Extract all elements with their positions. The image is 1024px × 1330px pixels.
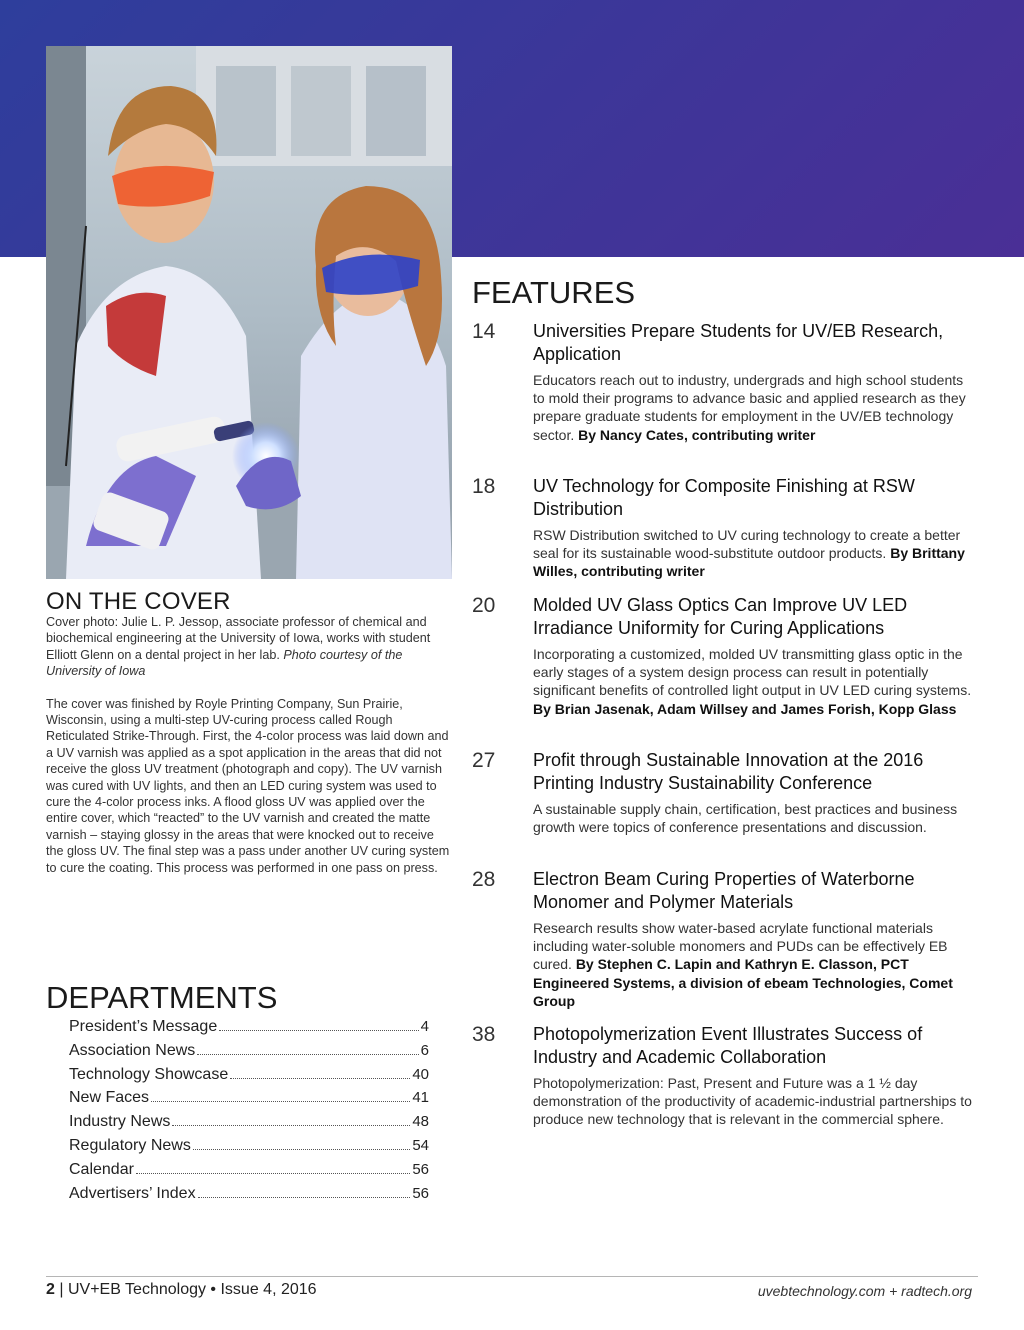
feature-title: Profit through Sustainable Innovation at the 2016 Printing Industry Sustainability Conference: [533, 750, 924, 793]
footer-divider: [46, 1276, 978, 1277]
footer-publication: UV+EB Technology • Issue 4, 2016: [67, 1281, 317, 1298]
feature-page-number: 38: [472, 1023, 496, 1046]
department-name: Regulatory News: [69, 1136, 191, 1154]
on-the-cover-heading: ON THE COVER: [46, 588, 231, 615]
feature-description: Incorporating a customized, molded UV transmitting glass optic in the early stages of a system design process can result in potentially significant benefits of controlled light output in UV LED curing systems.: [533, 646, 972, 699]
department-name: Association News: [69, 1041, 196, 1059]
footer-websites[interactable]: uvebtechnology.com + radtech.org: [757, 1283, 972, 1299]
feature-byline: By Brian Jasenak, Adam Willsey and James Forish, Kopp Glass: [533, 700, 957, 717]
feature-description: RSW Distribution switched to UV curing technology to create a better seal for its sustainable wood-substitute outdoor products.: [533, 527, 961, 562]
cover-photo-caption: Cover photo: Julie L. P. Jessop, associate professor of chemical and biochemical engineering at the University of Iowa, works with student Elliott Glenn on a dental project in her lab.: [46, 615, 431, 662]
department-item[interactable]: [69, 1110, 429, 1134]
dot-leader: [172, 1125, 410, 1126]
footer-separator: |: [59, 1281, 64, 1298]
feature-page-number: 28: [472, 868, 496, 891]
feature-title: Photopolymerization Event Illustrates Success of Industry and Academic Collaboration: [533, 1024, 923, 1067]
department-item[interactable]: [69, 1063, 429, 1087]
feature-description: A sustainable supply chain, certification, best practices and business growth were topics of conference presentations and discussion.: [533, 801, 958, 836]
feature-byline: By Stephen C. Lapin and Kathryn E. Classon, PCT Engineered Systems, a division of ebeam Technologies, Comet Group: [533, 956, 953, 1009]
department-name: Advertisers’ Index: [69, 1184, 196, 1202]
footer-page-number: 2: [46, 1281, 55, 1298]
feature-page-number: 14: [472, 320, 496, 343]
feature-page-number: 20: [472, 594, 496, 617]
department-page: 48: [412, 1113, 429, 1131]
department-name: Industry News: [69, 1113, 171, 1131]
feature-byline: By Nancy Cates, contributing writer: [578, 426, 816, 443]
feature-byline: By Brittany Willes, contributing writer: [533, 545, 965, 580]
feature-description: Photopolymerization: Past, Present and Future was a 1 ½ day demonstration of the productivity of academic-industrial partnerships to produce new technology that is relevant in the commercial sphere.: [533, 1075, 972, 1128]
cover-process-text: The cover was finished by Royle Printing Company, Sun Prairie, Wisconsin, using a multi-step UV-curing process called Rough Reticulated Strike-Through. First, the 4-color process was laid down and a UV varnish was applied as a spot application in the areas that did not receive the gloss UV treatment (photograph and copy). The UV varnish was cured with UV lights, and then an LED curing system was used to cure the 4-color process inks. A flood gloss UV was applied over the entire cover, which “reacted” to the UV varnish and created the matte varnish – staying glossy in the areas that were knocked out to receive the gloss UV. The final step was a pass under another UV curing system to cure the coating. This process was performed in one pass on press.: [46, 696, 450, 875]
department-name: Calendar: [69, 1160, 134, 1178]
department-page: 6: [420, 1041, 429, 1059]
departments-heading: DEPARTMENTS: [46, 980, 278, 1015]
dot-leader: [219, 1030, 418, 1031]
department-name: President’s Message: [69, 1018, 218, 1035]
feature-description: Educators reach out to industry, undergrads and high school students to mold their programs to advance basic and applied research as they prepare graduate students for employment in the UV/EB technology sector.: [533, 372, 966, 443]
feature-title: Molded UV Glass Optics Can Improve UV LED Irradiance Uniformity for Curing Applications: [533, 595, 908, 638]
department-item[interactable]: [69, 1134, 429, 1158]
department-item[interactable]: [69, 1182, 429, 1206]
feature-title: Universities Prepare Students for UV/EB Research, Application: [533, 321, 944, 364]
department-item[interactable]: [69, 1086, 429, 1110]
dot-leader: [193, 1149, 410, 1150]
department-name: Technology Showcase: [69, 1065, 229, 1083]
cover-caption: [46, 614, 454, 892]
footer-publication-info: [46, 1281, 317, 1299]
feature-description: Research results show water-based acrylate functional materials including water-soluble monomers and PUDs can be effectively EB cured.: [533, 920, 948, 973]
dot-leader: [136, 1173, 410, 1174]
dot-leader: [197, 1054, 418, 1055]
departments-list: [69, 1015, 429, 1205]
department-name: New Faces: [69, 1089, 150, 1107]
feature-title: Electron Beam Curing Properties of Waterborne Monomer and Polymer Materials: [533, 869, 915, 912]
dot-leader: [151, 1101, 410, 1102]
cover-photo: [46, 46, 452, 579]
department-item[interactable]: [69, 1015, 429, 1039]
department-item[interactable]: [69, 1158, 429, 1182]
feature-title: UV Technology for Composite Finishing at RSW Distribution: [533, 476, 915, 519]
feature-page-number: 18: [472, 475, 496, 498]
department-page: 41: [412, 1089, 429, 1107]
department-item[interactable]: [69, 1039, 429, 1063]
features-heading: FEATURES: [472, 275, 636, 310]
department-page: 56: [412, 1160, 429, 1178]
department-page: 40: [412, 1065, 429, 1083]
dot-leader: [198, 1197, 411, 1198]
department-page: 56: [412, 1184, 429, 1202]
department-page: 4: [420, 1018, 429, 1035]
feature-page-number: 27: [472, 749, 496, 772]
dot-leader: [230, 1078, 410, 1079]
department-page: 54: [412, 1136, 429, 1154]
photo-credit: Photo courtesy of the University of Iowa: [46, 647, 403, 679]
